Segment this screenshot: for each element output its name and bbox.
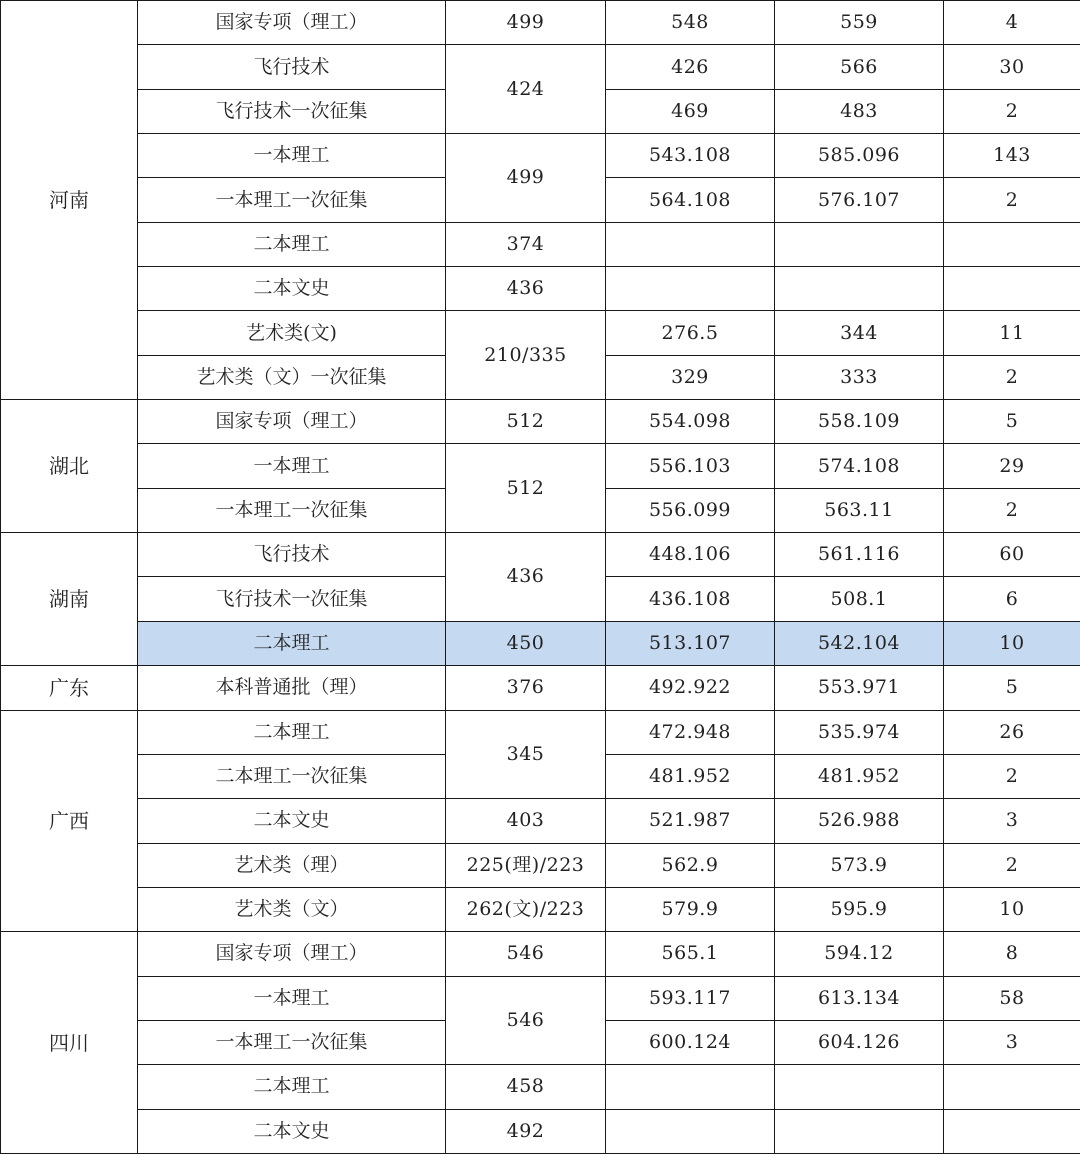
max-score-cell: 526.988 <box>775 799 944 843</box>
max-score-cell: 483 <box>775 89 944 133</box>
min-score-cell: 556.103 <box>606 444 775 488</box>
count-cell: 58 <box>944 976 1080 1020</box>
count-cell: 11 <box>944 311 1080 355</box>
table-row <box>1 976 1080 1020</box>
min-score-cell: 556.099 <box>606 488 775 532</box>
count-cell: 26 <box>944 710 1080 754</box>
category-cell: 飞行技术一次征集 <box>138 577 446 621</box>
control-line-cell: 376 <box>446 666 606 710</box>
count-cell: 4 <box>944 1 1080 45</box>
count-cell: 10 <box>944 887 1080 931</box>
province-cell: 湖南 <box>1 533 138 666</box>
table-row <box>1 400 1080 444</box>
max-score-cell <box>775 222 944 266</box>
min-score-cell: 543.108 <box>606 134 775 178</box>
category-cell: 一本理工一次征集 <box>138 488 446 532</box>
category-cell: 二本文史 <box>138 267 446 311</box>
count-cell: 8 <box>944 932 1080 976</box>
min-score-cell: 600.124 <box>606 1020 775 1064</box>
count-cell <box>944 1109 1080 1153</box>
max-score-cell: 508.1 <box>775 577 944 621</box>
control-line-cell: 262(文)/223 <box>446 887 606 931</box>
category-cell: 本科普通批（理） <box>138 666 446 710</box>
category-cell: 一本理工 <box>138 976 446 1020</box>
category-cell: 一本理工 <box>138 134 446 178</box>
max-score-cell: 604.126 <box>775 1020 944 1064</box>
table-row <box>1 843 1080 887</box>
max-score-cell: 595.9 <box>775 887 944 931</box>
category-cell: 艺术类（理） <box>138 843 446 887</box>
min-score-cell: 579.9 <box>606 887 775 931</box>
control-line-cell: 546 <box>446 932 606 976</box>
max-score-cell: 561.116 <box>775 533 944 577</box>
control-line-cell: 436 <box>446 267 606 311</box>
min-score-cell: 564.108 <box>606 178 775 222</box>
table-row-selected[interactable] <box>1 621 1080 665</box>
max-score-cell: 559 <box>775 1 944 45</box>
min-score-cell: 481.952 <box>606 754 775 798</box>
max-score-cell: 481.952 <box>775 754 944 798</box>
category-cell: 艺术类（文） <box>138 887 446 931</box>
province-cell: 湖北 <box>1 400 138 533</box>
category-cell: 国家专项（理工） <box>138 1 446 45</box>
control-line-cell: 424 <box>446 45 606 134</box>
table-row <box>1 311 1080 355</box>
province-cell: 四川 <box>1 932 138 1154</box>
max-score-cell: 576.107 <box>775 178 944 222</box>
table-row <box>1 444 1080 488</box>
category-cell: 二本文史 <box>138 1109 446 1153</box>
control-line-cell: 210/335 <box>446 311 606 400</box>
province-cell: 河南 <box>1 1 138 400</box>
count-cell <box>944 267 1080 311</box>
max-score-cell: 553.971 <box>775 666 944 710</box>
count-cell: 2 <box>944 178 1080 222</box>
control-line-cell: 436 <box>446 533 606 622</box>
count-cell: 5 <box>944 400 1080 444</box>
control-line-cell: 546 <box>446 976 606 1065</box>
category-cell: 国家专项（理工） <box>138 932 446 976</box>
table-row <box>1 1 1080 45</box>
count-cell: 3 <box>944 1020 1080 1064</box>
count-cell: 5 <box>944 666 1080 710</box>
category-cell: 飞行技术一次征集 <box>138 89 446 133</box>
max-score-cell <box>775 1109 944 1153</box>
count-cell: 10 <box>944 621 1080 665</box>
count-cell <box>944 1065 1080 1109</box>
max-score-cell: 574.108 <box>775 444 944 488</box>
table-row <box>1 799 1080 843</box>
min-score-cell: 554.098 <box>606 400 775 444</box>
max-score-cell: 558.109 <box>775 400 944 444</box>
max-score-cell: 566 <box>775 45 944 89</box>
table-row <box>1 1065 1080 1109</box>
table-row <box>1 134 1080 178</box>
table-row <box>1 222 1080 266</box>
category-cell: 艺术类(文) <box>138 311 446 355</box>
max-score-cell: 333 <box>775 355 944 399</box>
max-score-cell: 613.134 <box>775 976 944 1020</box>
min-score-cell: 436.108 <box>606 577 775 621</box>
category-cell: 飞行技术 <box>138 45 446 89</box>
category-cell: 二本文史 <box>138 799 446 843</box>
province-cell: 广西 <box>1 710 138 932</box>
table-row <box>1 267 1080 311</box>
control-line-cell: 345 <box>446 710 606 799</box>
min-score-cell: 593.117 <box>606 976 775 1020</box>
min-score-cell: 565.1 <box>606 932 775 976</box>
category-cell: 一本理工 <box>138 444 446 488</box>
table-row <box>1 710 1080 754</box>
category-cell: 国家专项（理工） <box>138 400 446 444</box>
count-cell: 60 <box>944 533 1080 577</box>
category-cell: 二本理工一次征集 <box>138 754 446 798</box>
category-cell: 二本理工 <box>138 222 446 266</box>
control-line-cell: 512 <box>446 400 606 444</box>
max-score-cell: 594.12 <box>775 932 944 976</box>
min-score-cell <box>606 222 775 266</box>
max-score-cell: 344 <box>775 311 944 355</box>
control-line-cell: 512 <box>446 444 606 533</box>
control-line-cell: 374 <box>446 222 606 266</box>
min-score-cell: 521.987 <box>606 799 775 843</box>
count-cell: 2 <box>944 754 1080 798</box>
count-cell: 2 <box>944 89 1080 133</box>
max-score-cell <box>775 1065 944 1109</box>
count-cell: 2 <box>944 488 1080 532</box>
min-score-cell: 426 <box>606 45 775 89</box>
min-score-cell: 513.107 <box>606 621 775 665</box>
category-cell: 二本理工 <box>138 710 446 754</box>
min-score-cell: 492.922 <box>606 666 775 710</box>
table-row <box>1 666 1080 710</box>
min-score-cell <box>606 267 775 311</box>
table-row <box>1 533 1080 577</box>
count-cell <box>944 222 1080 266</box>
min-score-cell <box>606 1065 775 1109</box>
table-row <box>1 932 1080 976</box>
min-score-cell <box>606 1109 775 1153</box>
control-line-cell: 492 <box>446 1109 606 1153</box>
max-score-cell: 563.11 <box>775 488 944 532</box>
table-row <box>1 887 1080 931</box>
min-score-cell: 469 <box>606 89 775 133</box>
table-row <box>1 1109 1080 1153</box>
category-cell: 飞行技术 <box>138 533 446 577</box>
category-cell: 一本理工一次征集 <box>138 178 446 222</box>
max-score-cell: 542.104 <box>775 621 944 665</box>
min-score-cell: 548 <box>606 1 775 45</box>
control-line-cell: 499 <box>446 134 606 223</box>
category-cell: 二本理工 <box>138 1065 446 1109</box>
category-cell: 一本理工一次征集 <box>138 1020 446 1064</box>
table-row <box>1 45 1080 89</box>
category-cell: 二本理工 <box>138 621 446 665</box>
max-score-cell: 585.096 <box>775 134 944 178</box>
min-score-cell: 329 <box>606 355 775 399</box>
count-cell: 6 <box>944 577 1080 621</box>
control-line-cell: 458 <box>446 1065 606 1109</box>
control-line-cell: 499 <box>446 1 606 45</box>
count-cell: 29 <box>944 444 1080 488</box>
control-line-cell: 225(理)/223 <box>446 843 606 887</box>
count-cell: 2 <box>944 355 1080 399</box>
count-cell: 143 <box>944 134 1080 178</box>
min-score-cell: 448.106 <box>606 533 775 577</box>
max-score-cell: 535.974 <box>775 710 944 754</box>
count-cell: 2 <box>944 843 1080 887</box>
control-line-cell: 450 <box>446 621 606 665</box>
min-score-cell: 562.9 <box>606 843 775 887</box>
max-score-cell: 573.9 <box>775 843 944 887</box>
category-cell: 艺术类（文）一次征集 <box>138 355 446 399</box>
province-cell: 广东 <box>1 666 138 710</box>
min-score-cell: 276.5 <box>606 311 775 355</box>
max-score-cell <box>775 267 944 311</box>
count-cell: 3 <box>944 799 1080 843</box>
count-cell: 30 <box>944 45 1080 89</box>
min-score-cell: 472.948 <box>606 710 775 754</box>
control-line-cell: 403 <box>446 799 606 843</box>
